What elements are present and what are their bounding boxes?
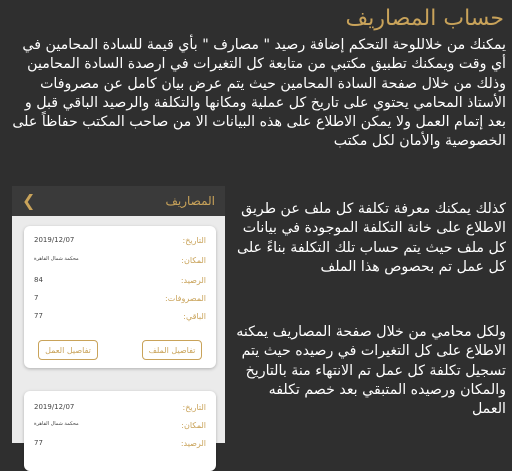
date-value: 2019/12/07	[34, 403, 75, 411]
intro-paragraph: يمكنك من خلاللوحة التحكم إضافة رصيد " مصارف " بأي قيمة للسادة المحامين في أي وقت ويمكنك تطبيق مكتبي من متابعة كل التغيرات في ارصدة السادة المحامين وذلك من خلال صفحة السادة المحامين حيث يتم عرض بيان كامل عن مصروفات الأستاذ المحامي يحتوي على تاريخ كل عملية ومكانها والتكلفة والرصيد الباقي قبل و بعد إتمام العمل ولا يمكن الاطلاع على هذه البيانات الا من صاحب المكتب حفاظاً على الخصوصية والأمان لكل مكتب	[12, 37, 506, 150]
remaining-value: 77	[34, 312, 43, 320]
date-row	[34, 236, 206, 248]
place-label: المكان:	[181, 421, 206, 430]
app-title: المصاريف	[165, 194, 215, 208]
balance-row	[34, 439, 206, 451]
place-row	[34, 421, 206, 433]
app-header	[12, 186, 225, 216]
lawyer-expenses-paragraph: ولكل محامي من خلال صفحة المصاريف يمكنه الاطلاع على كل التغيرات في رصيده حيث يتم تسجيل تكلفة كل عمل تم الانتهاء منة بالتاريخ والمكان ورصيده المتبقي بعد خصم تكلفه العمل	[236, 324, 506, 418]
date-label: التاريخ:	[182, 403, 206, 412]
remaining-label: الباقي:	[183, 312, 206, 321]
phone-mockup	[12, 186, 225, 448]
expense-card	[24, 391, 216, 471]
remaining-row	[34, 312, 206, 324]
file-cost-paragraph: كذلك يمكنك معرفة تكلفة كل ملف عن طريق الاطلاع على خانة التكلفة الموجودة في بيانات كل ملف حيث يتم حساب تلك التكلفة بناءً على كل عمل تم بحصوص هذا الملف	[237, 201, 506, 275]
expense-card	[24, 226, 216, 368]
balance-value: 84	[34, 276, 43, 284]
balance-label: الرصيد:	[180, 276, 206, 285]
work-details-button[interactable]: تفاصيل العمل	[38, 340, 98, 360]
balance-row	[34, 276, 206, 288]
date-label: التاريخ:	[182, 236, 206, 245]
balance-label: الرصيد:	[180, 439, 206, 448]
place-value: محكمة شمال القاهرة	[34, 256, 79, 262]
date-value: 2019/12/07	[34, 236, 75, 244]
expenses-label: المصروفات:	[165, 294, 206, 303]
expenses-row	[34, 294, 206, 306]
file-details-button[interactable]: تفاصيل الملف	[142, 340, 202, 360]
place-row	[34, 256, 206, 268]
date-row	[34, 403, 206, 415]
chevron-left-icon[interactable]: ❯	[22, 191, 36, 210]
balance-value: 77	[34, 439, 43, 447]
expenses-value: 7	[34, 294, 39, 302]
page-title: حساب المصاريف	[345, 6, 504, 31]
place-value: محكمة شمال القاهرة	[34, 421, 79, 427]
place-label: المكان:	[181, 256, 206, 265]
